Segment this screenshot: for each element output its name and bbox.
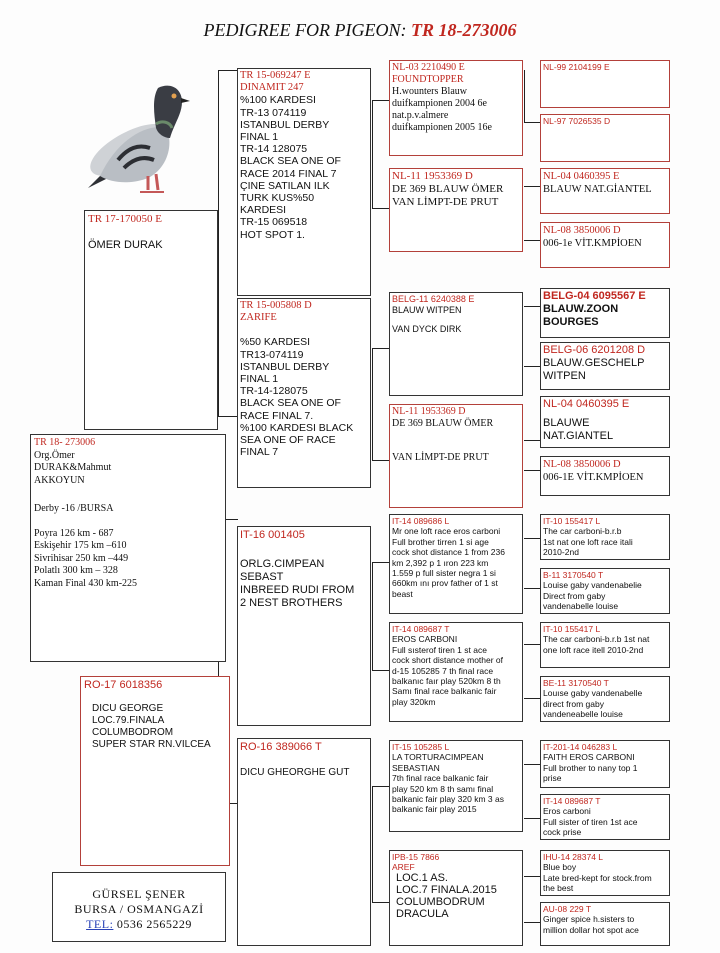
ancestor-notes: 006-1E VİT.KMPİOEN: [543, 472, 644, 483]
connector-line: [524, 538, 540, 539]
ancestor-ring: IT-14 089686 L: [392, 516, 450, 526]
connector-line: [524, 240, 540, 241]
ancestor-card: [540, 288, 670, 338]
ancestor-ring: NL-08 3850006 D: [543, 225, 621, 236]
breeder-tel-label[interactable]: TEL:: [86, 917, 114, 931]
ancestor-notes: DE 369 BLAUW ÖMER: [392, 418, 494, 429]
sire-card: [84, 210, 218, 430]
subject-derby: Derby -16 /BURSA: [34, 503, 114, 514]
ancestor-ring: BE-11 3170540 T: [543, 678, 609, 688]
connector-line: [524, 922, 540, 923]
ancestor-card: [389, 404, 523, 508]
subject-result: Polatlı 300 km – 328: [34, 565, 118, 576]
ancestor-notes: Ginger spice h.sisters to million dollar hot spot ace: [543, 914, 639, 935]
connector-line: [372, 902, 390, 903]
ancestor-card: [540, 342, 670, 390]
ancestor-card: [540, 396, 670, 448]
dam-line: LOC.79.FINALA: [92, 715, 165, 726]
pigeon-illustration: [78, 68, 198, 198]
ancestor-notes: The car carboni-b.r.b 1st nat one loft race itali 2010-2nd: [543, 526, 633, 558]
ancestor-notes: BLAUW NAT.GİANTEL: [543, 184, 652, 195]
ancestor-ring: IT-14 089687 T: [392, 624, 450, 634]
ancestor-card: [389, 622, 523, 722]
connector-line: [524, 186, 540, 187]
connector-line: [524, 440, 540, 441]
connector-line: [524, 122, 540, 123]
connector-line: [372, 100, 373, 208]
ancestor-ring: NL-11 1953369 D: [392, 170, 473, 182]
ancestor-ring: NL-99 2104199 E: [543, 62, 610, 72]
ancestor-ring: BELG-11 6240388 E: [392, 294, 475, 304]
connector-line: [372, 562, 390, 563]
ancestor-notes: Mr one loft race eros carboni Full brother tirren 1 si age cock shot distance 1 from 236 km 2,392 p 1 ıron 223 km 1.559 p full sister negra 1 si 660km ını prov father of 1 st beast: [392, 526, 505, 599]
connector-line: [372, 670, 390, 671]
ancestor-notes: EROS CARBONI Full sısterof tiren 1 st ace cock short distance mother of d-15 105285 7 th final race balkanıc faır play 520km 8 th Samı final race balkanic fair play 320km: [392, 634, 504, 707]
ancestor-card: [540, 168, 670, 214]
subject-owner-3: AKKOYUN: [34, 474, 85, 486]
connector-line: [372, 208, 390, 209]
ancestor-ring: IT-10 155417 L: [543, 624, 601, 634]
ancestor-ring: TR 15-005808 D: [240, 300, 312, 311]
connector-line: [372, 562, 373, 670]
breeder-city: BURSA / OSMANGAZİ: [74, 902, 204, 916]
connector-line: [524, 876, 540, 877]
ancestor-ring: NL-03 2210490 E: [392, 62, 465, 73]
subject-result: Eskişehir 175 km –610: [34, 540, 127, 551]
ancestor-notes: BLAUW.ZOON BOURGES: [543, 303, 619, 328]
ancestor-notes: H.wounters Blauw duifkampionen 2004 6e nat.p.v.almere duifkampionen 2005 16e: [392, 86, 492, 133]
breeder-tel[interactable]: 0536 2565229: [113, 917, 192, 931]
ancestor-card: [540, 222, 670, 268]
ancestor-card: [540, 740, 670, 788]
ancestor-card: [540, 622, 670, 668]
ancestor-name: BLAUW WITPEN: [392, 305, 462, 315]
ancestor-ring: IT-10 155417 L: [543, 516, 601, 526]
connector-line: [218, 416, 238, 417]
ancestor-card: [540, 456, 670, 496]
connector-line: [524, 588, 540, 589]
connector-line: [218, 70, 219, 416]
ancestor-notes: DE 369 BLAUW ÖMER VAN LİMPT-DE PRUT: [392, 183, 504, 208]
ancestor-ring: NL-97 7026535 D: [543, 116, 611, 126]
ancestor-notes: %50 KARDESI TR13-074119 ISTANBUL DERBY FINAL 1 TR-14-128075 BLACK SEA ONE OF RACE FINAL 7. %100 KARDESI BLACK SEA ONE OF RACE FINAL 7: [240, 336, 354, 459]
connector-line: [524, 366, 540, 367]
ancestor-card: [389, 514, 523, 614]
breeder-name: GÜRSEL ŞENER: [92, 887, 186, 901]
connector-line: [218, 70, 238, 71]
ancestor-card: [389, 740, 523, 832]
ancestor-ring: AU-08 229 T: [543, 904, 592, 914]
ancestor-card: [389, 60, 523, 156]
ancestor-ring: BELG-04 6095567 E: [543, 290, 646, 302]
ancestor-card: [540, 676, 670, 722]
ancestor-notes: Blue boy Late bred-kept for stock.from the best: [543, 862, 652, 894]
ancestor-ring: IPB-15 7866: [392, 852, 440, 862]
ancestor-ring: B-11 3170540 T: [543, 570, 604, 580]
subject-result: Kaman Final 430 km-225: [34, 577, 138, 589]
connector-line: [372, 100, 390, 101]
ancestor-notes: VAN LİMPT-DE PRUT: [392, 452, 489, 463]
ancestor-card: [237, 738, 371, 946]
connector-line: [372, 348, 373, 460]
ancestor-card: [540, 850, 670, 896]
ancestor-notes: VAN DYCK DIRK: [392, 324, 462, 334]
ancestor-ring: NL-08 3850006 D: [543, 459, 621, 470]
ancestor-notes: Eros carboni Full sister of tiren 1st ace cock prise: [543, 806, 638, 838]
ancestor-notes: FAITH EROS CARBONI Full brother to nany top 1 prise: [543, 752, 638, 784]
ancestor-card: [389, 168, 523, 252]
connector-line: [524, 306, 540, 307]
ancestor-card: [540, 568, 670, 614]
ancestor-ring: NL-04 0460395 E: [543, 398, 630, 410]
ancestor-card: [389, 850, 523, 946]
ancestor-ring: IT-14 089687 T: [543, 796, 601, 806]
ancestor-name: FOUNDTOPPER: [392, 74, 464, 85]
ancestor-notes: LA TORTURACIMPEAN SEBASTIAN 7th final race balkanic fair play 520 km 8 th samı final balkanic fair play 320 km 3 as balkanic fair play 2015: [392, 752, 504, 815]
ancestor-notes: BLAUW.GESCHELP WITPEN: [543, 357, 645, 382]
ancestor-notes: LOC.1 AS. LOC.7 FINALA.2015 COLUMBODRUM DRACULA: [396, 872, 497, 920]
subject-owner-2: DURAK&Mahmut: [34, 462, 112, 473]
ancestor-name: DINAMIT 247: [240, 82, 304, 94]
connector-line: [524, 698, 540, 699]
dam-line: COLUMBODROM: [92, 727, 174, 738]
ancestor-card: [540, 60, 670, 108]
ancestor-ring: RO-16 389066 T: [240, 741, 322, 753]
breeder-contact: [52, 872, 226, 942]
ancestor-name: AREF: [392, 862, 415, 872]
ancestor-card: [540, 514, 670, 560]
ancestor-card: [389, 292, 523, 396]
dam-card: [80, 676, 230, 866]
ancestor-name: ZARIFE: [240, 312, 277, 324]
page-title: [0, 20, 720, 41]
ancestor-ring: IHU-14 28374 L: [543, 852, 604, 862]
subject-card: [30, 434, 226, 662]
ancestor-ring: BELG-06 6201208 D: [543, 344, 646, 356]
ancestor-notes: BLAUWE NAT.GIANTEL: [543, 417, 614, 442]
ancestor-notes: Louise gaby vandenabelie Direct from gaby vandenabelle louise: [543, 580, 642, 612]
connector-line: [524, 818, 540, 819]
ancestor-notes: Louıse gaby vandenabelle direct from gaby vandeneabelle louise: [543, 688, 643, 720]
subject-ring: TR 18- 273006: [34, 437, 96, 448]
connector-line: [524, 470, 540, 471]
ancestor-notes: The car carboni-b.r.b 1st nat one loft race itell 2010-2nd: [543, 634, 650, 655]
ancestor-ring: TR 15-069247 E: [240, 70, 311, 81]
dam-line: DICU GEORGE: [92, 703, 164, 714]
ancestor-card: [540, 794, 670, 840]
ancestor-notes: 006-1e VİT.KMPİOEN: [543, 238, 642, 249]
ancestor-ring: NL-04 0460395 E: [543, 171, 620, 182]
connector-line: [524, 644, 540, 645]
subject-result: Poyra 126 km - 687: [34, 527, 114, 539]
sire-name: ÖMER DURAK: [88, 239, 163, 251]
ancestor-card: [237, 68, 371, 296]
ancestor-card: [237, 526, 371, 726]
title-ring: TR 18-273006: [410, 20, 517, 40]
connector-line: [372, 786, 373, 902]
ancestor-ring: IT-201-14 046283 L: [543, 742, 618, 752]
ancestor-card: [540, 902, 670, 946]
dam-line: SUPER STAR RN.VILCEA: [92, 739, 211, 750]
connector-line: [524, 70, 525, 122]
ancestor-card: [540, 114, 670, 162]
connector-line: [372, 786, 390, 787]
pigeon-icon: [78, 68, 198, 198]
title-prefix: PEDIGREE FOR PIGEON:: [203, 20, 407, 40]
ancestor-ring: IT-16 001405: [240, 529, 305, 541]
connector-line: [524, 764, 540, 765]
ancestor-notes: DICU GHEORGHE GUT: [240, 767, 350, 778]
sire-ring: TR 17-170050 E: [88, 213, 162, 225]
ancestor-notes: %100 KARDESI TR-13 074119 ISTANBUL DERBY FINAL 1 TR-14 128075 BLACK SEA ONE OF RACE 2014 FINAL 7 ÇINE SATILAN ILK TURK KUS%50 KARDESI TR-15 069518 HOT SPOT 1.: [240, 94, 341, 241]
ancestor-card: [237, 298, 371, 488]
connector-line: [372, 348, 390, 349]
ancestor-notes: ORLG.CIMPEAN SEBAST INBREED RUDI FROM 2 NEST BROTHERS: [240, 558, 355, 609]
dam-ring: RO-17 6018356: [84, 679, 163, 691]
ancestor-ring: IT-15 105285 L: [392, 742, 450, 752]
connector-line: [372, 460, 390, 461]
ancestor-ring: NL-11 1953369 D: [392, 406, 466, 417]
subject-owner-1: Org.Ömer: [34, 449, 75, 461]
subject-result: Sivrihisar 250 km –449: [34, 552, 129, 564]
